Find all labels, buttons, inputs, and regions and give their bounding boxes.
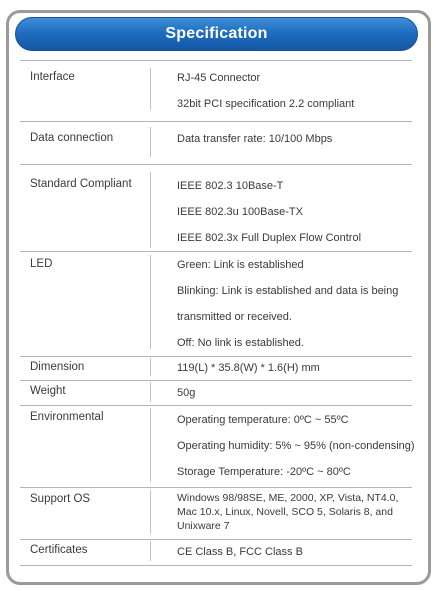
spec-label: Dimension (30, 361, 85, 373)
spec-row-interface (20, 60, 412, 118)
spec-value: Data transfer rate: 10/100 Mbps (177, 133, 333, 145)
spec-value: transmitted or received. (177, 311, 292, 323)
spec-row-data-connection (20, 121, 412, 162)
table-bottom-rule (20, 565, 412, 566)
spec-label: Weight (30, 385, 66, 397)
spec-value: Off: No link is established. (177, 337, 304, 349)
spec-value: Operating humidity: 5% ~ 95% (non-condensing) (177, 440, 415, 452)
spec-row-weight (20, 380, 412, 404)
spec-row-dimension (20, 356, 412, 378)
spec-value: Operating temperature: 0ºC ~ 55ºC (177, 414, 349, 426)
spec-value: IEEE 802.3u 100Base-TX (177, 206, 303, 218)
spec-value: 50g (177, 387, 196, 399)
spec-label: Support OS (30, 493, 91, 505)
spec-value: IEEE 802.3 10Base-T (177, 180, 284, 192)
spec-value: RJ-45 Connector (177, 72, 261, 84)
spec-value: Windows 98/98SE, ME, 2000, XP, Vista, NT4.0, Mac 10.x, Linux, Novell, SCO 5, Solaris 8, and Unixware 7 (177, 492, 399, 532)
spec-value: 119(L) * 35.8(W) * 1.6(H) mm (177, 362, 320, 374)
spec-label: LED (30, 258, 53, 270)
spec-title: Specification (165, 25, 268, 42)
spec-value: IEEE 802.3x Full Duplex Flow Control (177, 232, 362, 244)
spec-label: Certificates (30, 544, 88, 556)
spec-row-certificates (20, 539, 412, 563)
spec-value: Blinking: Link is established and data is being (177, 285, 399, 297)
spec-row-standard-compliant (20, 164, 412, 250)
spec-value: CE Class B, FCC Class B (177, 546, 303, 558)
spec-value: Green: Link is established (177, 259, 304, 271)
spec-label: Environmental (30, 411, 104, 423)
spec-row-support-os (20, 487, 412, 537)
spec-label: Data connection (30, 132, 114, 144)
spec-row-environmental (20, 405, 415, 485)
spec-value: 32bit PCI specification 2.2 compliant (177, 98, 355, 110)
spec-label: Standard Compliant (30, 178, 132, 190)
spec-row-led (20, 251, 412, 354)
spec-value: Storage Temperature: -20ºC ~ 80ºC (177, 466, 351, 478)
spec-banner (15, 17, 418, 51)
spec-label: Interface (30, 71, 75, 83)
